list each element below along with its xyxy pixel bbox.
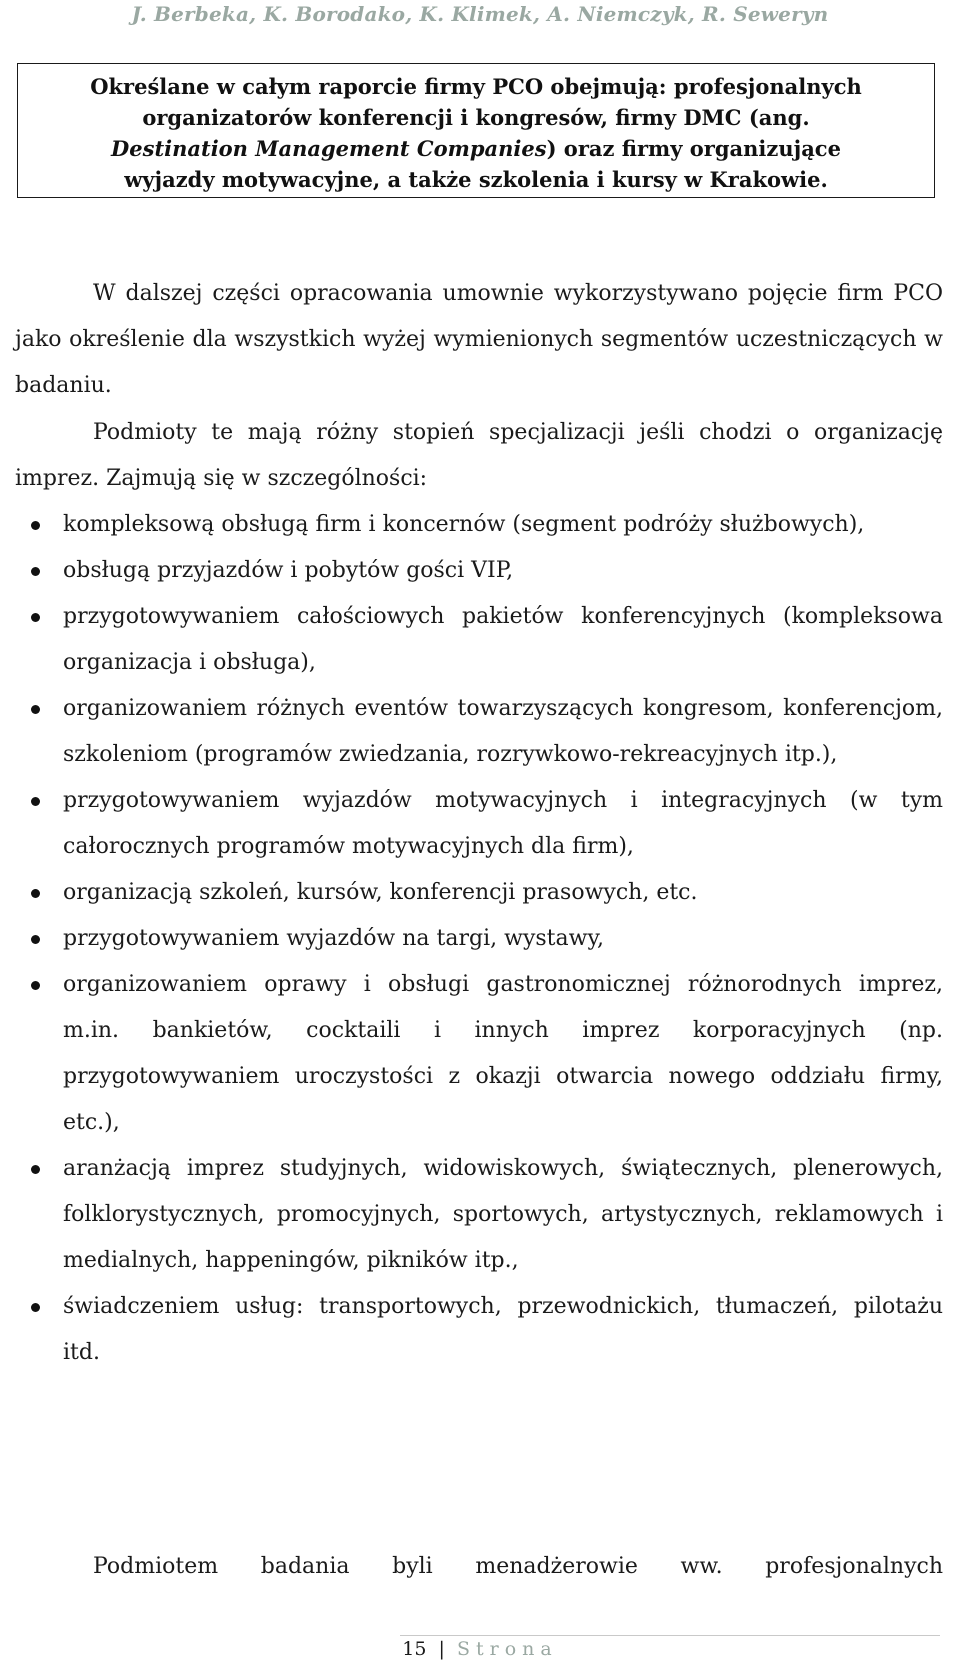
paragraph-pco-definition: W dalszej części opracowania umownie wykorzystywano pojęcie firm PCO jako określenie dla wszystkich wyżej wymienionych segmentów uczestniczących w badaniu. bbox=[15, 281, 943, 398]
definition-line-4: wyjazdy motywacyjne, a także szkolenia i kursy w Krakowie. bbox=[124, 167, 828, 192]
list-item bbox=[15, 962, 943, 1146]
definition-line-2: organizatorów konferencji i kongresów, firmy DMC (ang. bbox=[142, 105, 810, 130]
list-item bbox=[15, 502, 943, 548]
page-footer bbox=[0, 1638, 960, 1660]
paragraph-research-subject: Podmiotem badania byli menadżerowie ww. profesjonalnych bbox=[93, 1554, 943, 1579]
list-item bbox=[15, 548, 943, 594]
activity-list bbox=[15, 502, 943, 1376]
bullet-icon bbox=[31, 797, 40, 806]
list-item-text: aranżacją imprez studyjnych, widowiskowych, świątecznych, plenerowych, folklorystycznych, promocyjnych, sportowych, artystycznych, reklamowych i medialnych, happeningów, pikników itp., bbox=[63, 1156, 943, 1273]
page-number: 15 bbox=[402, 1638, 427, 1660]
bullet-icon bbox=[31, 1303, 40, 1312]
list-item-text: przygotowywaniem wyjazdów motywacyjnych i integracyjnych (w tym całorocznych programów motywacyjnych dla firm), bbox=[63, 788, 943, 859]
definition-line-1: Określane w całym raporcie firmy PCO obejmują: profesjonalnych bbox=[90, 74, 862, 99]
bullet-icon bbox=[31, 521, 40, 530]
definition-italic-term: Destination Management Companies bbox=[111, 136, 547, 161]
list-item-text: przygotowywaniem wyjazdów na targi, wystawy, bbox=[63, 926, 604, 951]
list-item bbox=[15, 594, 943, 686]
bullet-icon bbox=[31, 889, 40, 898]
bullet-icon bbox=[31, 935, 40, 944]
bullet-icon bbox=[31, 981, 40, 990]
paragraph-specialization: Podmioty te mają różny stopień specjalizacji jeśli chodzi o organizację imprez. Zajmują się w szczególności: bbox=[15, 420, 943, 491]
list-item bbox=[15, 1284, 943, 1376]
list-item bbox=[15, 870, 943, 916]
page-label: Strona bbox=[456, 1638, 558, 1660]
list-item-text: obsługą przyjazdów i pobytów gości VIP, bbox=[63, 558, 514, 583]
list-item-text: organizacją szkoleń, kursów, konferencji prasowych, etc. bbox=[63, 880, 698, 905]
list-item bbox=[15, 686, 943, 778]
list-item-text: kompleksową obsługą firm i koncernów (segment podróży służbowych), bbox=[63, 512, 865, 537]
list-item-text: organizowaniem różnych eventów towarzyszących kongresom, konferencjom, szkoleniom (programów zwiedzania, rozrywkowo-rekreacyjnych itp.), bbox=[63, 696, 943, 767]
list-item bbox=[15, 916, 943, 962]
running-header-authors: J. Berbeka, K. Borodako, K. Klimek, A. Niemczyk, R. Seweryn bbox=[131, 2, 829, 26]
list-item-text: świadczeniem usług: transportowych, przewodnickich, tłumaczeń, pilotażu itd. bbox=[63, 1294, 943, 1365]
bullet-icon bbox=[31, 705, 40, 714]
bullet-icon bbox=[31, 1165, 40, 1174]
footer-separator: | bbox=[438, 1638, 445, 1660]
bullet-icon bbox=[31, 613, 40, 622]
definition-box bbox=[17, 63, 935, 198]
list-item bbox=[15, 778, 943, 870]
definition-line-3 bbox=[18, 133, 934, 164]
list-item-text: przygotowywaniem całościowych pakietów konferencyjnych (kompleksowa organizacja i obsługa), bbox=[63, 604, 943, 675]
definition-line-3-rest: ) oraz firmy organizujące bbox=[546, 136, 841, 161]
list-item-text: organizowaniem oprawy i obsługi gastronomicznej różnorodnych imprez, m.in. bankietów, cocktaili i innych imprez korporacyjnych (np. przygotowywaniem uroczystości z okazji otwarcia nowego oddziału firmy, etc.), bbox=[63, 972, 943, 1135]
bullet-icon bbox=[31, 567, 40, 576]
list-item bbox=[15, 1146, 943, 1284]
footer-divider bbox=[400, 1635, 940, 1636]
